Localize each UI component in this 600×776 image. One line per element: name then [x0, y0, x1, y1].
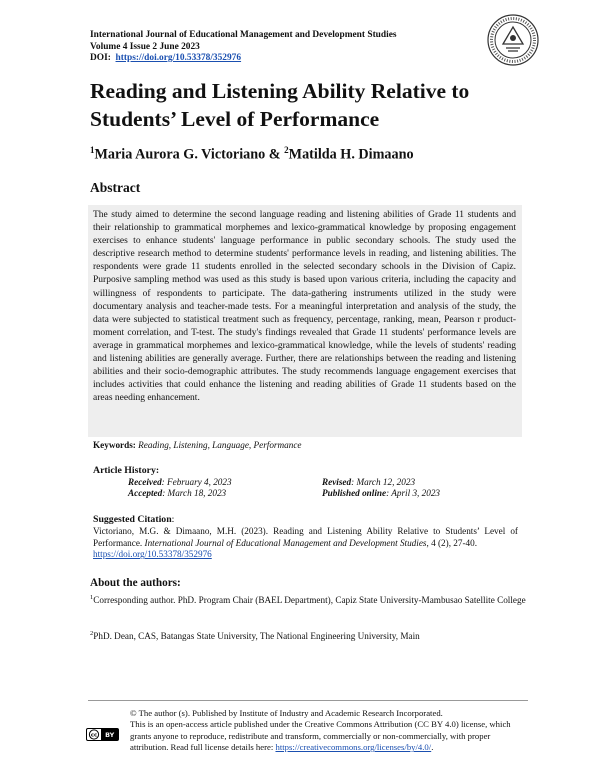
title-line-1: Reading and Listening Ability Relative to: [90, 79, 470, 103]
citation-heading: [93, 514, 174, 525]
keywords-values: Reading, Listening, Language, Performance: [138, 440, 302, 450]
journal-header: [90, 30, 397, 65]
about-author-2: [90, 628, 530, 643]
university-seal-icon: [487, 14, 539, 66]
paper-title: [90, 78, 530, 133]
journal-volume: Volume 4 Issue 2 June 2023: [90, 41, 200, 52]
author-1-sup: 1: [90, 145, 95, 155]
license-link[interactable]: https://creativecommons.org/licenses/by/4.0/: [275, 742, 432, 753]
footer-divider: [88, 700, 528, 701]
citation-text: [93, 526, 518, 561]
cc-by-icon[interactable]: [86, 728, 119, 741]
accepted-date: : March 18, 2023: [162, 488, 227, 498]
about-authors-heading: About the authors:: [90, 577, 181, 589]
citation-colon: :: [171, 514, 175, 525]
about-author-2-text: PhD. Dean, CAS, Batangas State University, The National Engineering University, Main: [93, 631, 420, 642]
history-received: [128, 477, 232, 487]
accepted-label: Accepted: [128, 488, 163, 498]
abstract-heading: Abstract: [90, 180, 141, 195]
published-date: : April 3, 2023: [386, 488, 441, 498]
citation-authors-title: Victoriano, M.G. & Dimaano, M.H. (2023). Reading and Listening Ability Relative to Students’ Level of Performance.: [93, 526, 518, 548]
license-end: .: [431, 742, 434, 753]
about-author-1-sup: 1: [90, 594, 94, 601]
copyright-line: © The author (s). Published by Institute of Industry and Academic Research Incorporated.: [130, 708, 443, 718]
author-line: [90, 145, 414, 164]
author-2-sup: 2: [284, 145, 289, 155]
by-badge-text: BY: [105, 731, 115, 740]
license-body: This is an open-access article published under the Creative Commons Attribution (CC BY 4.0) license, which grants anyone to reproduce, redistribute and transform, commercially or non-commercially, with proper attribution. Read full license details here:: [130, 719, 511, 753]
revised-label: Revised: [322, 477, 352, 487]
history-published: [322, 488, 440, 498]
about-author-1: [90, 592, 530, 607]
received-date: : February 4, 2023: [161, 477, 232, 487]
title-line-2: Students’ Level of Performance: [90, 106, 380, 131]
cc-badge-text: cc: [90, 732, 98, 739]
author-1: Maria Aurora G. Victoriano &: [94, 146, 285, 163]
citation-doi-link[interactable]: https://doi.org/10.53378/352976: [93, 549, 212, 560]
license-text: [130, 719, 530, 754]
history-accepted: [128, 488, 226, 498]
abstract-text: The study aimed to determine the second language reading and listening abilities of Grade 11 students and their relationship to grammatical morphemes and lexico-grammatical knowledge by proposing engagement exercises to enhance students' language performance in public secondary schools. The study used the descriptive research method to determine students' performance levels in reading, and listening abilities. The respondents were grade 11 students enrolled in the selected secondary schools in the Division of Capiz. Purposive sampling method was used as this study is based upon various criteria, including the capacity and willingness of respondents to participate. The data-gathering instruments utilized in the study were documentary analysis and teacher-made tests. For a meaningful interpretation and analysis of the study, the data were subjected to statistical treatment such as frequency, percentage, ranking, mean, Pearson r product-moment correlation, and T-test. The study's findings revealed that Grade 11 students' performance levels are average in grammatical morphemes and lexico-grammatical knowledge, while the levels of students' reading and listening abilities are generally average. Further, there are relationships between the reading and listening abilities and their socio-demographic attributes. The study recommends language engagement exercises that includes activities that could enhance the listening and reading abilities of Grade 11 students based on the areas needing enhancement.: [93, 210, 516, 404]
received-label: Received: [128, 477, 162, 487]
citation-details: , 4 (2), 27-40.: [426, 537, 478, 548]
keywords: [93, 440, 302, 450]
revised-date: : March 12, 2023: [351, 477, 416, 487]
doi-link[interactable]: https://doi.org/10.53378/352976: [115, 53, 242, 64]
about-author-1-text: Corresponding author. PhD. Program Chair (BAEL Department), Capiz State University-Mambusao Satellite College: [93, 595, 526, 606]
doi-line: [90, 53, 397, 65]
citation-heading-text: Suggested Citation: [93, 514, 172, 525]
keywords-label: Keywords:: [93, 440, 136, 450]
published-label: Published online: [322, 488, 387, 498]
citation-journal: International Journal of Educational Management and Development Studies: [144, 537, 427, 548]
author-2: Matilda H. Dimaano: [288, 146, 414, 163]
about-author-2-sup: 2: [90, 630, 94, 637]
article-history-heading: Article History:: [93, 465, 160, 476]
journal-name: International Journal of Educational Management and Development Studies: [90, 30, 397, 40]
history-revised: [322, 477, 415, 487]
doi-label: DOI:: [90, 53, 111, 64]
